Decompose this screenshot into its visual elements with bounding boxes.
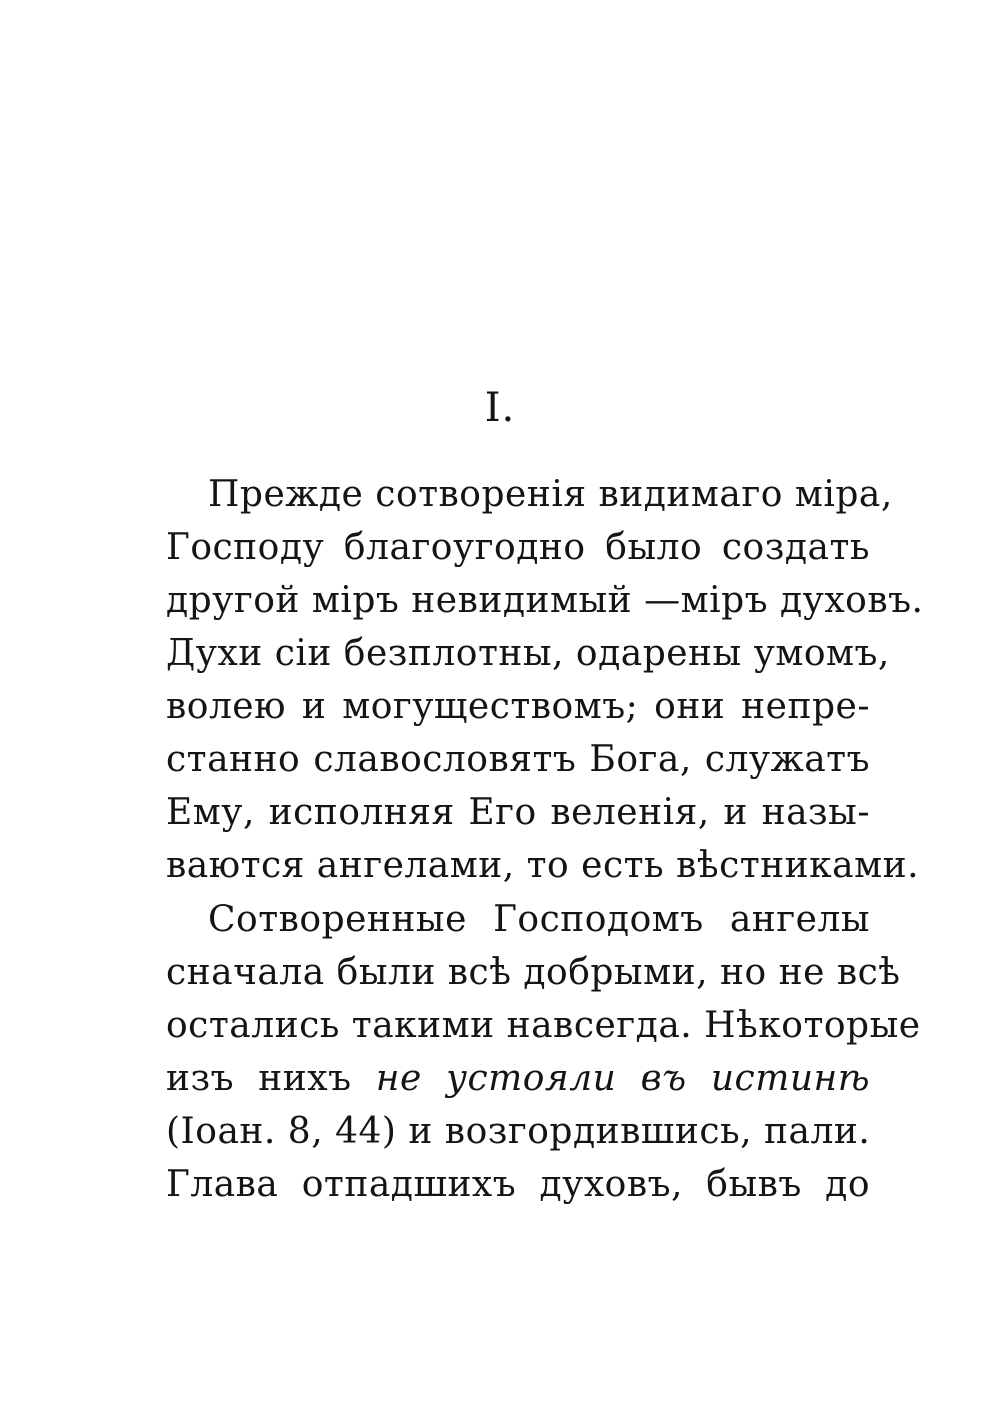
paragraph-2 [166, 893, 921, 1211]
text-line: станно славословятъ Бога, служатъ [166, 739, 870, 780]
text-segment: изъ нихъ [166, 1058, 352, 1099]
italic-quote: не устояли въ истинѣ [375, 1058, 870, 1099]
text-line: Духи сіи безплотны, одарены умомъ, [166, 633, 890, 674]
text-line: Прежде сотворенія видимаго міра, [208, 474, 893, 515]
paragraph-1 [166, 468, 924, 892]
text-line: Господу благоугодно было создать [166, 527, 870, 568]
text-line-with-italic [166, 1052, 870, 1105]
chapter-number: I. [484, 385, 516, 431]
text-line: сначала были всѣ добрыми, но не всѣ [166, 952, 901, 993]
text-line: Глава отпадшихъ духовъ, бывъ до [166, 1164, 870, 1205]
text-line: другой міръ невидимый —міръ духовъ. [166, 580, 924, 621]
text-line: ваются ангелами, то есть вѣстниками. [166, 845, 920, 886]
text-line: остались такими навсегда. Нѣкоторые [166, 1005, 921, 1046]
text-line: Сотворенные Господомъ ангелы [208, 899, 870, 940]
text-line: Ему, исполняя Его веленія, и назы- [166, 792, 870, 833]
text-line: (Іоан. 8, 44) и возгордившись, пали. [166, 1111, 871, 1152]
text-line: волею и могуществомъ; они непре- [166, 686, 870, 727]
